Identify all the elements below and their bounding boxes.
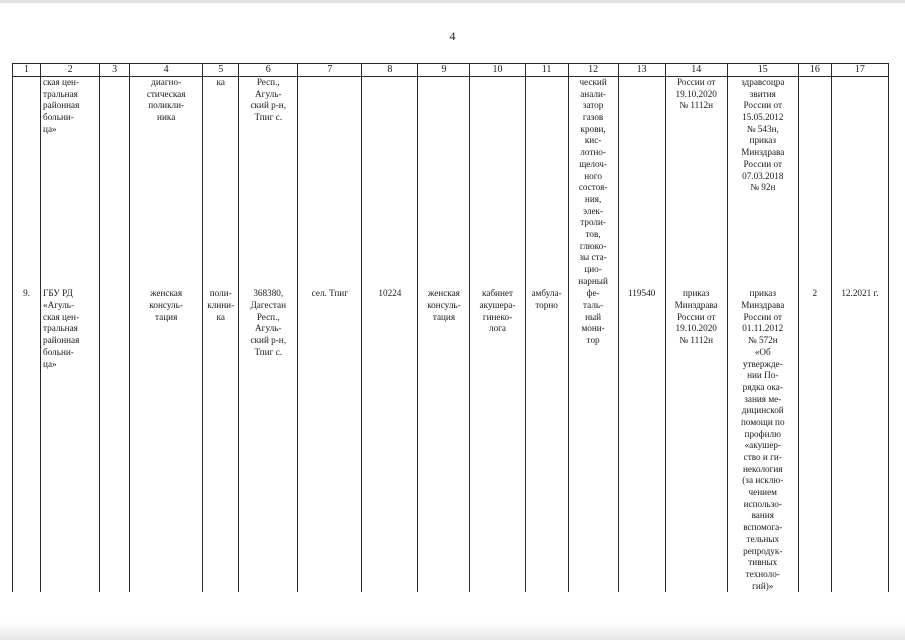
table-cell — [362, 77, 418, 288]
table-cell — [525, 77, 568, 288]
table-cell: ская цен- тральная районная больни- ца» — [41, 77, 100, 288]
table-cell — [470, 77, 525, 288]
table-cell: ческий анали- затор газов крови, кис- лотно- щелоч- ного состоя- ния, элек- троли- тов, глюко- зы ста- цио- нарный — [568, 77, 618, 288]
table-cell: сел. Тпиг — [298, 287, 362, 592]
column-header: 15 — [727, 64, 798, 77]
table-cell: Респ., Агуль- ский р-н, Тпиг с. — [239, 77, 298, 288]
table-cell: кабинет акушера- гинеко- лога — [470, 287, 525, 592]
table-cell — [13, 77, 41, 288]
column-number-row — [13, 64, 889, 77]
column-header: 2 — [41, 64, 100, 77]
column-header: 10 — [470, 64, 525, 77]
table-cell — [798, 77, 831, 288]
column-header: 9 — [418, 64, 470, 77]
table-cell — [831, 77, 888, 288]
column-header: 11 — [525, 64, 568, 77]
scan-bottom-edge — [0, 622, 905, 640]
table-cell: 12.2021 г. — [831, 287, 888, 592]
column-header: 6 — [239, 64, 298, 77]
table-cell: фе- таль- ный мони- тор — [568, 287, 618, 592]
column-header: 7 — [298, 64, 362, 77]
column-header: 13 — [618, 64, 665, 77]
table-cell — [298, 77, 362, 288]
table-cell — [100, 287, 130, 592]
table-cell: женская консуль- тация — [418, 287, 470, 592]
continuation-row — [13, 77, 889, 288]
row-number: 9. — [13, 287, 41, 592]
page-number: 4 — [449, 29, 456, 43]
table-row — [13, 287, 889, 592]
table-cell: приказ Минздрава России от 19.10.2020 № 1112н — [665, 287, 727, 592]
column-header: 3 — [100, 64, 130, 77]
table-cell: поли- клини- ка — [203, 287, 239, 592]
column-header: 4 — [130, 64, 203, 77]
column-header: 1 — [13, 64, 41, 77]
table-cell: диагно- стическая поликли- ника — [130, 77, 203, 288]
table-cell: амбула- торно — [525, 287, 568, 592]
table-cell: 368380, Дагестан Респ., Агуль- ский р-н, Тпиг с. — [239, 287, 298, 592]
table-cell: 119540 — [618, 287, 665, 592]
table-cell: женская консуль- тация — [130, 287, 203, 592]
table-cell: ГБУ РД «Агуль- ская цен- тральная районная больни- ца» — [41, 287, 100, 592]
table-cell — [100, 77, 130, 288]
table-cell: приказ Минздрава России от 01.11.2012 № 572н «Об утвержде- нии По- рядка ока- зания ме- дицинской помощи по профилю «акушер- ство и ги- некология (за исклю- чением использо- вания вспомога- тельных репродук- тивных техноло- гий)» — [727, 287, 798, 592]
column-header: 14 — [665, 64, 727, 77]
column-header: 8 — [362, 64, 418, 77]
table-cell — [618, 77, 665, 288]
table-cell: ка — [203, 77, 239, 288]
column-header: 17 — [831, 64, 888, 77]
table-cell — [418, 77, 470, 288]
scan-top-edge — [0, 0, 905, 3]
register-table — [12, 63, 889, 592]
column-header: 16 — [798, 64, 831, 77]
table-cell: России от 19.10.2020 № 1112н — [665, 77, 727, 288]
column-header: 5 — [203, 64, 239, 77]
table-cell: 10224 — [362, 287, 418, 592]
table-cell: 2 — [798, 287, 831, 592]
column-header: 12 — [568, 64, 618, 77]
table-cell: здравсоцра звития России от 15.05.2012 № 543н, приказ Минздрава России от 07.03.2018 № 92н — [727, 77, 798, 288]
